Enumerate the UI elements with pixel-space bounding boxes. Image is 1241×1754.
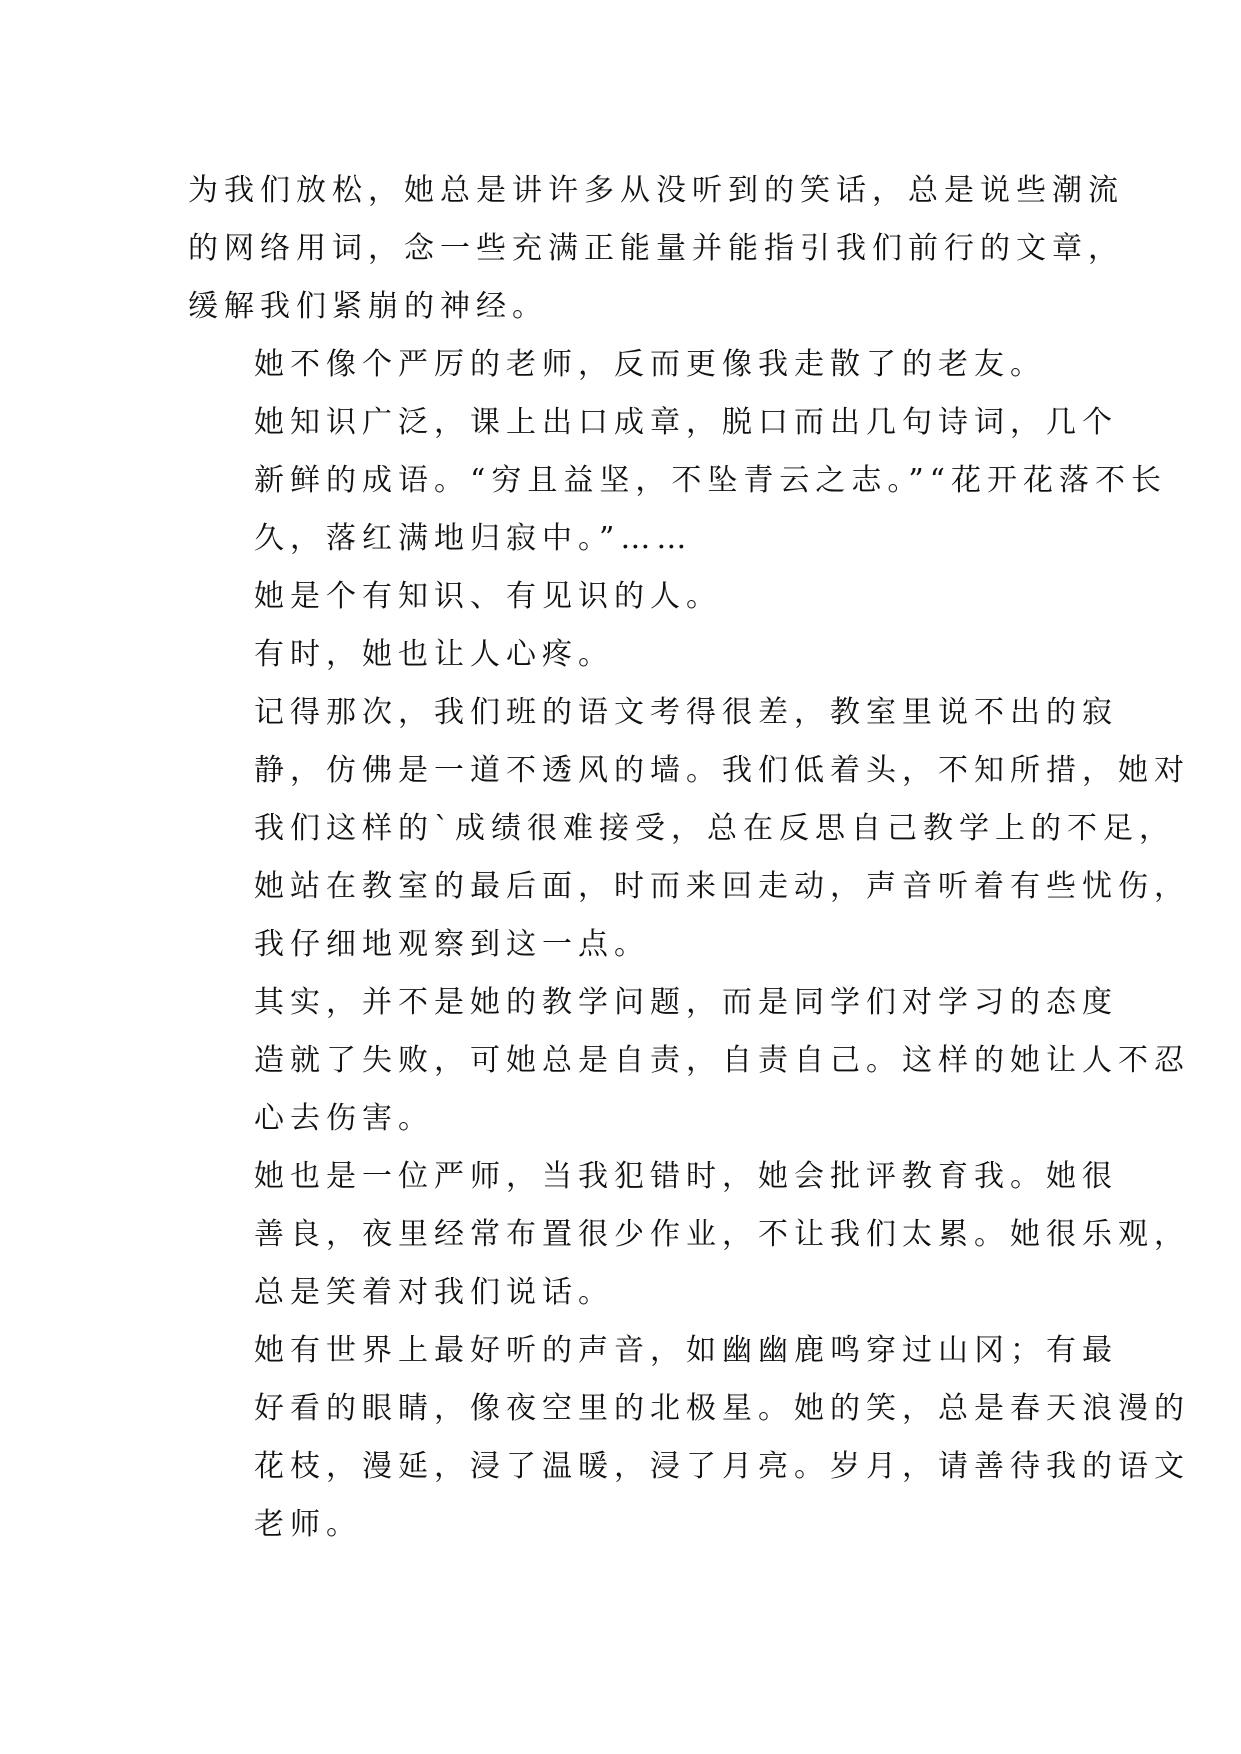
text-line: 总是笑着对我们说话。 — [254, 1275, 614, 1310]
document-body — [188, 162, 1190, 1554]
text-line: 为我们放松，她总是讲许多从没听到的笑话，总是说些潮流 — [188, 173, 1124, 208]
paragraph — [188, 162, 1124, 336]
paragraph — [188, 974, 1190, 1148]
paragraph — [188, 626, 1056, 684]
paragraph — [188, 684, 1190, 974]
text-line: 她站在教室的最后面，时而来回走动，声音听着有些忧伤， — [254, 869, 1190, 904]
text-line: 的网络用词，念一些充满正能量并能指引我们前行的文章， — [188, 231, 1124, 266]
text-line: 有时，她也让人心疼。 — [254, 637, 614, 672]
paragraph — [188, 1148, 1190, 1322]
text-line: 心去伤害。 — [254, 1101, 434, 1136]
text-line: 她有世界上最好听的声音，如幽幽鹿鸣穿过山冈；有最 — [254, 1333, 1118, 1368]
text-line: 新鲜的成语。“穷且益坚，不坠青云之志。”“花开花落不长 — [254, 463, 1168, 498]
text-line: 我们这样的`成绩很难接受，总在反思自己教学上的不足， — [254, 811, 1175, 846]
text-line: 造就了失败，可她总是自责，自责自己。这样的她让人不忍 — [254, 1043, 1190, 1078]
text-line: 缓解我们紧崩的神经。 — [188, 289, 548, 324]
text-line: 我仔细地观察到这一点。 — [254, 927, 650, 962]
text-line: 她也是一位严师，当我犯错时，她会批评教育我。她很 — [254, 1159, 1118, 1194]
paragraph — [188, 1322, 1190, 1554]
text-line: 老师。 — [254, 1507, 362, 1542]
text-line: 花枝，漫延，浸了温暖，浸了月亮。岁月，请善待我的语文 — [254, 1449, 1190, 1484]
text-line: 她不像个严厉的老师，反而更像我走散了的老友。 — [254, 347, 1046, 382]
text-line: 好看的眼睛，像夜空里的北极星。她的笑，总是春天浪漫的 — [254, 1391, 1190, 1426]
text-line: 记得那次，我们班的语文考得很差，教室里说不出的寂 — [254, 695, 1118, 730]
text-line: 久，落红满地归寂中。”…… — [254, 521, 693, 556]
text-line: 善良，夜里经常布置很少作业，不让我们太累。她很乐观， — [254, 1217, 1190, 1252]
paragraph — [188, 394, 1168, 568]
text-line: 其实，并不是她的教学问题，而是同学们对学习的态度 — [254, 985, 1118, 1020]
text-line: 她是个有知识、有见识的人。 — [254, 579, 722, 614]
text-line: 她知识广泛，课上出口成章，脱口而出几句诗词，几个 — [254, 405, 1118, 440]
paragraph — [188, 336, 1056, 394]
paragraph — [188, 568, 1056, 626]
text-line: 静，仿佛是一道不透风的墙。我们低着头，不知所措，她对 — [254, 753, 1190, 788]
